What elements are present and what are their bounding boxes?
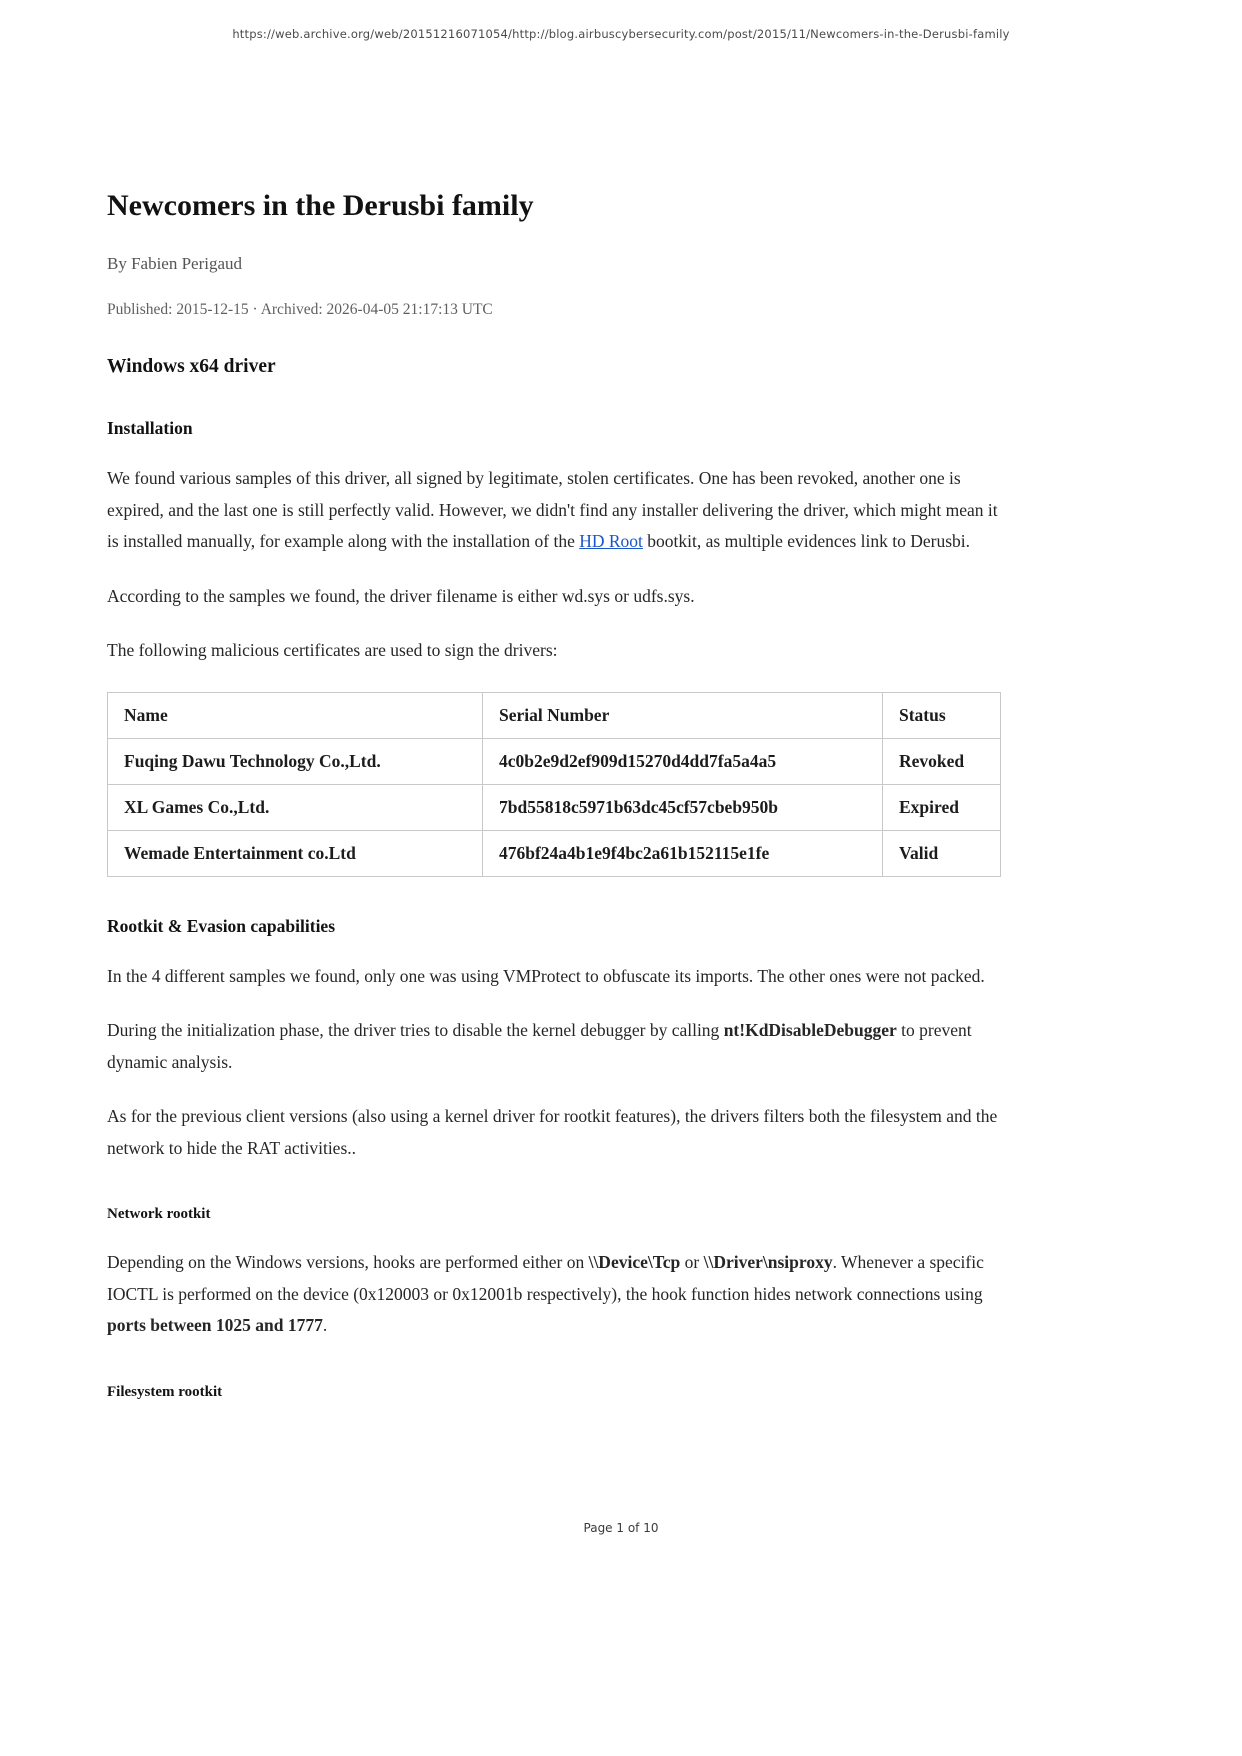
page-number: Page 1 of 10 bbox=[583, 1521, 659, 1535]
text-segment: \\Device\Tcp bbox=[588, 1252, 681, 1272]
print-footer bbox=[0, 1521, 1242, 1535]
subsection-heading-network-rootkit: Network rootkit bbox=[107, 1206, 211, 1222]
cert-serial-cell: 7bd55818c5971b63dc45cf57cbeb950b bbox=[483, 784, 883, 830]
section-heading-windows-x64-driver: Windows x64 driver bbox=[107, 356, 276, 377]
cert-status-cell: Expired bbox=[883, 784, 1001, 830]
text-segment: nt!KdDisableDebugger bbox=[723, 1020, 897, 1040]
certificates-table bbox=[107, 692, 1001, 877]
text-segment: . bbox=[322, 1315, 328, 1335]
document-body bbox=[107, 0, 1000, 1402]
table-header-status: Status bbox=[883, 692, 1001, 738]
text-segment: \\Driver\nsiproxy bbox=[703, 1252, 833, 1272]
paragraph-previous-client: As for the previous client versions (also using a kernel driver for rootkit features), the drivers filters both the filesystem and the network to hide the RAT activities.. bbox=[107, 1106, 998, 1158]
table-header-row bbox=[108, 692, 1001, 738]
paragraph-driver-filename: According to the samples we found, the driver filename is either wd.sys or udfs.sys. bbox=[107, 585, 695, 606]
paragraph-vmprotect: In the 4 different samples we found, only one was using VMProtect to obfuscate its imports. The other ones were not packed. bbox=[107, 965, 985, 986]
archive-url: https://web.archive.org/web/20151216071054/http://blog.airbuscybersecurity.com/post/2015/11/Newcomers-in-the-Derusbi-family bbox=[232, 27, 1010, 41]
table-header-serial-number: Serial Number bbox=[483, 692, 883, 738]
text-segment: ports between 1025 and 1777 bbox=[107, 1315, 323, 1335]
text-segment: bootkit, as multiple evidences link to Derusbi. bbox=[642, 531, 971, 551]
subsection-heading-rootkit-evasion: Rootkit & Evasion capabilities bbox=[107, 915, 336, 936]
text-segment: or bbox=[680, 1252, 704, 1272]
cert-serial-cell: 476bf24a4b1e9f4bc2a61b152115e1fe bbox=[483, 830, 883, 876]
table-row bbox=[108, 830, 1001, 876]
paragraph-cert-intro: The following malicious certificates are used to sign the drivers: bbox=[107, 640, 558, 660]
subsection-heading-filesystem-rootkit: Filesystem rootkit bbox=[107, 1383, 223, 1400]
text-segment: We found various samples of this driver, all signed by legitimate, stolen certificates. One has been revoked, another one is expired, and the last one is still perfectly valid. However, we didn't find any installer delivering the driver, which might mean it is installed manually, for example along with the installation of the bbox=[107, 468, 998, 551]
text-segment: Depending on the Windows versions, hooks are performed either on bbox=[107, 1252, 589, 1272]
text-segment: During the initialization phase, the driver tries to disable the kernel debugger by calling bbox=[107, 1020, 724, 1040]
cert-name-cell: Fuqing Dawu Technology Co.,Ltd. bbox=[108, 738, 483, 784]
paragraph-kd-debugger bbox=[107, 1015, 1000, 1078]
hd-root-link[interactable]: HD Root bbox=[579, 531, 643, 551]
cert-status-cell: Revoked bbox=[883, 738, 1001, 784]
subsection-heading-installation: Installation bbox=[107, 418, 193, 438]
article-title: Newcomers in the Derusbi family bbox=[107, 189, 534, 222]
table-header-name: Name bbox=[108, 692, 483, 738]
paragraph-network-hooks bbox=[107, 1247, 1000, 1342]
cert-name-cell: XL Games Co.,Ltd. bbox=[108, 784, 483, 830]
article-meta: Published: 2015-12-15 · Archived: 2026-04-05 21:17:13 UTC bbox=[107, 301, 493, 318]
table-row bbox=[108, 738, 1001, 784]
text-segment: to prevent dynamic analysis. bbox=[107, 1020, 972, 1072]
cert-status-cell: Valid bbox=[883, 830, 1001, 876]
text-segment: . Whenever a specific IOCTL is performed on the device (0x120003 or 0x12001b respectively), the hook function hides network connections using bbox=[107, 1252, 984, 1304]
cert-name-cell: Wemade Entertainment co.Ltd bbox=[108, 830, 483, 876]
cert-serial-cell: 4c0b2e9d2ef909d15270d4dd7fa5a4a5 bbox=[483, 738, 883, 784]
paragraph-installation-intro bbox=[107, 463, 1000, 558]
article-byline: By Fabien Perigaud bbox=[107, 254, 243, 273]
table-row bbox=[108, 784, 1001, 830]
